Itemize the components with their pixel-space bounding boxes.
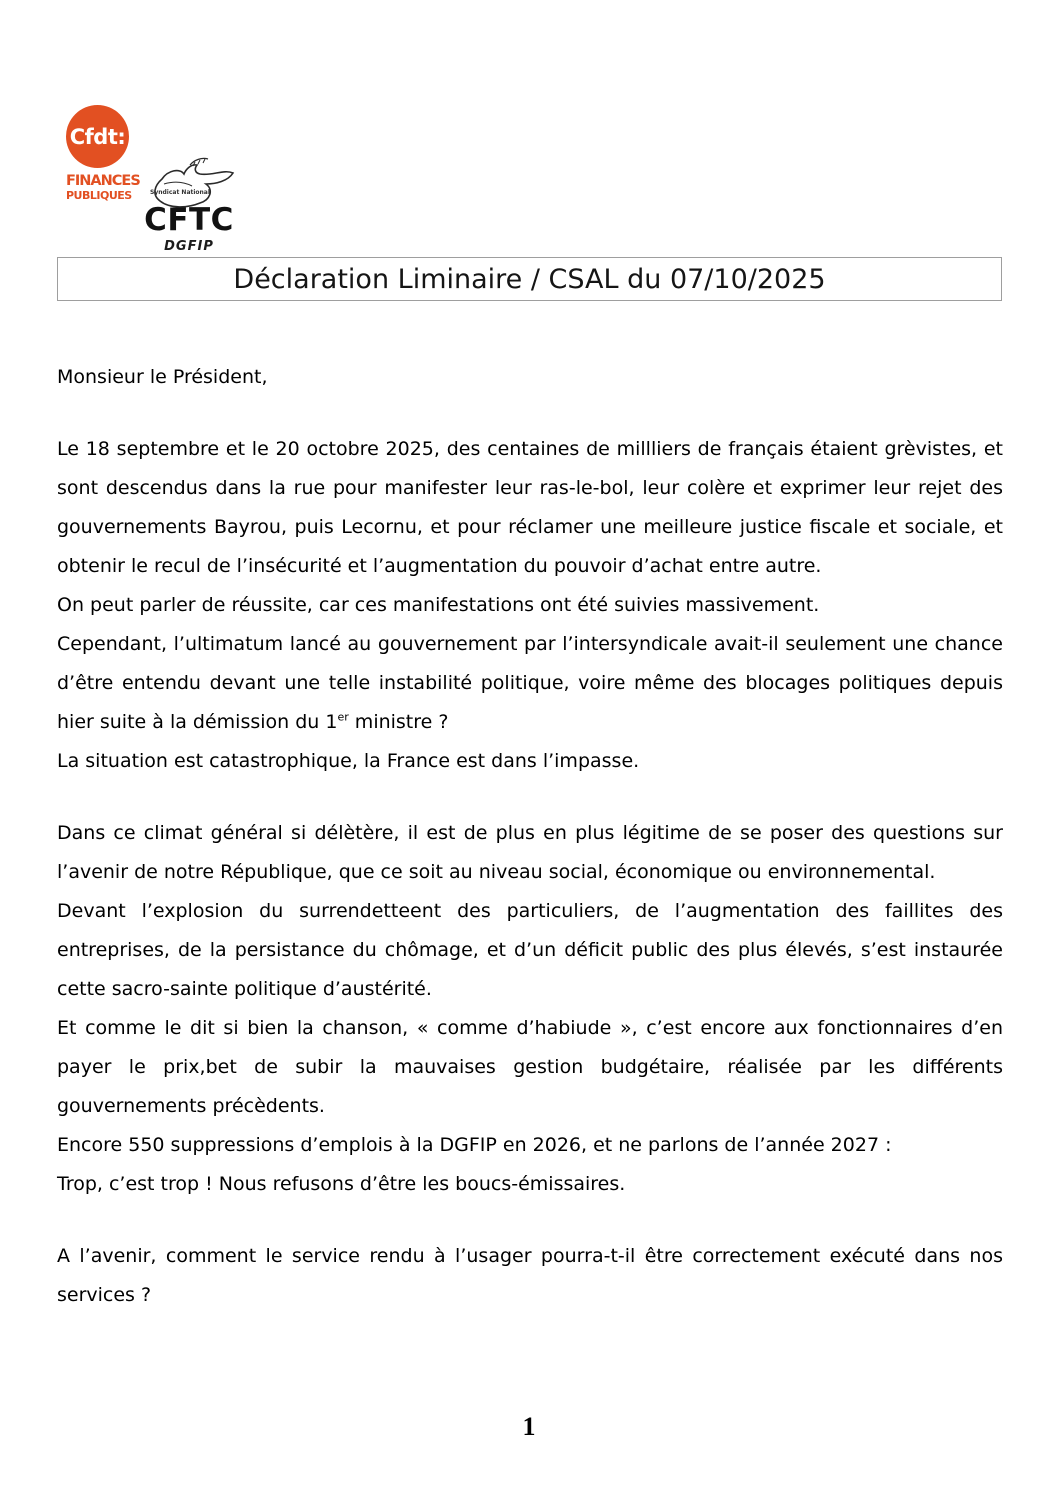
paragraph-10: A l’avenir, comment le service rendu à l’usager pourra-t-il être correctement exécuté dans nos services ?: [57, 1245, 1003, 1306]
paragraph-9: Trop, c’est trop ! Nous refusons d’être les boucs-émissaires.: [57, 1173, 626, 1195]
cftc-acronym: CFTC: [144, 202, 234, 238]
paragraph-3-text: Cependant, l’ultimatum lancé au gouvernement par l’intersyndicale avait-il seulement une chance d’être entendu devant une telle instabilité politique, voire même des blocages politiques depuis hier suite à la démission du 1: [57, 633, 1003, 733]
blank-line: [57, 781, 1003, 814]
cfdt-logo-icon: [66, 105, 129, 168]
document-title: Déclaration Liminaire / CSAL du 07/10/2025: [233, 263, 826, 295]
paragraph-8: Encore 550 suppressions d’emplois à la DGFIP en 2026, et ne parlons de l’année 2027 :: [57, 1134, 892, 1156]
cfdt-publiques-label: PUBLIQUES: [66, 189, 132, 202]
cfdt-finances-label: FINANCES: [66, 173, 140, 189]
ordinal-superscript: er: [337, 710, 349, 724]
paragraph-7: Et comme le dit si bien la chanson, « comme d’habiude », c’est encore aux fonctionnaires d’en payer le prix,bet de subir la mauvaises gestion budgétaire, réalisée par les différents gouvernements précèdents.: [57, 1017, 1003, 1117]
salutation: Monsieur le Président,: [57, 366, 268, 388]
page-number: 1: [522, 1412, 536, 1441]
logo-block: [66, 105, 286, 254]
paragraph-5: Dans ce climat général si délètère, il est de plus en plus légitime de se poser des questions sur l’avenir de notre République, que ce soit au niveau social, économique ou environnemental.: [57, 822, 1003, 883]
cftc-syndicat-label: Syndicat National: [150, 189, 210, 196]
cfdt-logo: [66, 105, 146, 202]
paragraph-2: On peut parler de réussite, car ces manifestations ont été suivies massivement.: [57, 594, 820, 616]
paragraph-1: Le 18 septembre et le 20 octobre 2025, des centaines de millliers de français étaient grèvistes, et sont descendus dans la rue pour manifester leur ras-le-bol, leur colère et exprimer leur rejet des gouvernements Bayrou, puis Lecornu, et pour réclamer une meilleure justice fiscale et sociale, et obtenir le recul de l’insécurité et l’augmentation du pouvoir d’achat entre autre.: [57, 438, 1003, 577]
paragraph-4: La situation est catastrophique, la France est dans l’impasse.: [57, 750, 640, 772]
paragraph-6: Devant l’explosion du surrendetteent des particuliers, de l’augmentation des faillites des entreprises, de la persistance du chômage, et d’un déficit public des plus élevés, s’est instaurée cette sacro-sainte politique d’austérité.: [57, 900, 1003, 1000]
paragraph-3-tail: ministre ?: [348, 711, 449, 733]
cftc-logo: [138, 157, 240, 254]
blank-line: [57, 1204, 1003, 1237]
page-footer: [0, 1412, 1058, 1442]
blank-line: [57, 397, 1003, 430]
document-title-box: [57, 257, 1002, 301]
document-body: [57, 358, 1003, 1315]
cftc-dgfip-label: DGFIP: [164, 239, 214, 254]
paragraph-3: [57, 625, 1003, 742]
cfdt-logo-mark: Cfdt:: [69, 124, 126, 149]
